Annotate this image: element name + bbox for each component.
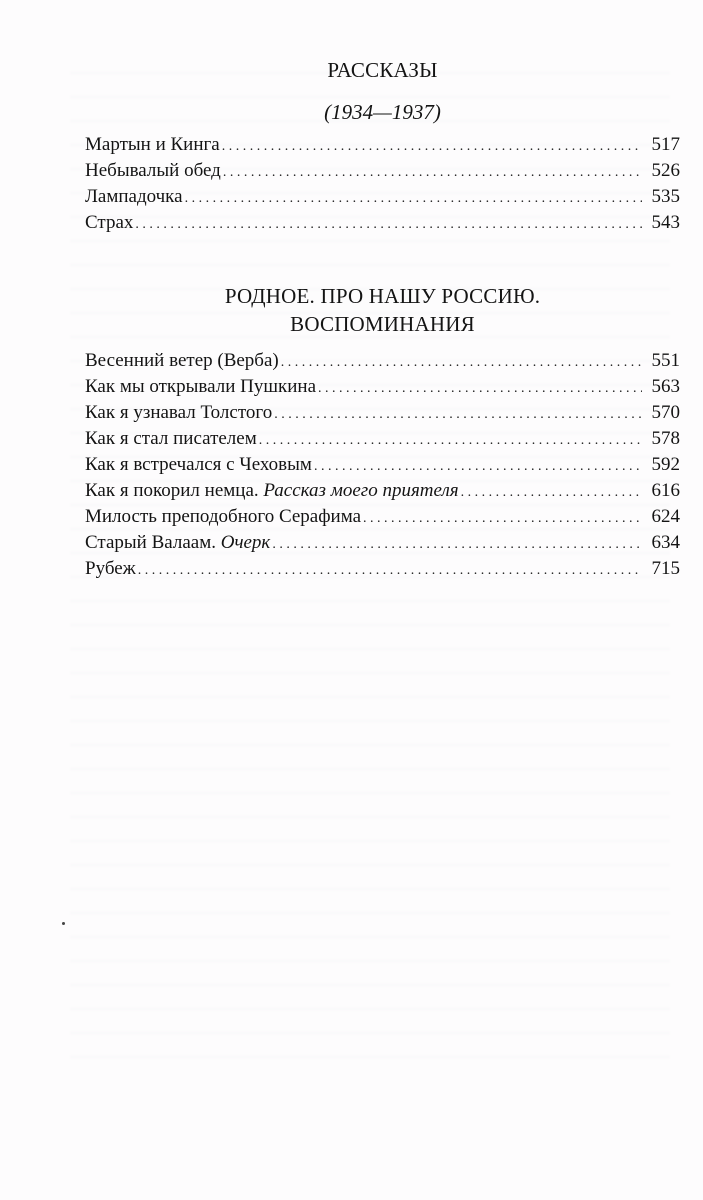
toc-entry-main-title: Как я покорил немца.: [85, 480, 259, 501]
toc-entry-main-title: Старый Валаам.: [85, 532, 216, 553]
toc-entry-title: Как я стал писателем: [85, 428, 257, 449]
dot-leader: [223, 158, 642, 186]
toc-entry-title: Небывалый обед: [85, 160, 221, 181]
toc-entry-title: [85, 478, 459, 504]
toc-entry[interactable]: [85, 348, 680, 374]
dot-leader: [272, 530, 642, 558]
toc-entry-page: 517: [651, 134, 680, 155]
toc-entry-title: Рубеж: [85, 558, 136, 579]
toc-entry-title: Весенний ветер (Верба): [85, 350, 279, 371]
toc-entry-page: 592: [651, 454, 680, 475]
dot-leader: [274, 400, 642, 428]
section-years: (1934—1937): [324, 100, 441, 124]
toc-entry-page: 526: [651, 160, 680, 181]
dot-leader: [135, 210, 642, 238]
toc-entry[interactable]: [85, 400, 680, 426]
toc-entry[interactable]: [85, 504, 680, 530]
toc-entry-page: 570: [651, 402, 680, 423]
toc-entry[interactable]: [85, 556, 680, 582]
toc-entry-title: Мартын и Кинга: [85, 134, 220, 155]
toc-entry-title: Милость преподобного Серафима: [85, 506, 362, 527]
toc-entry-page: 578: [651, 428, 680, 449]
toc-entry-title: [85, 530, 270, 556]
toc-entry-page: 616: [651, 480, 680, 501]
toc-entry-page: 543: [651, 212, 680, 233]
section-rasskazy: [85, 56, 680, 236]
toc-entry[interactable]: [85, 210, 680, 236]
toc-entry[interactable]: [85, 184, 680, 210]
toc-entry-page: 634: [651, 532, 680, 553]
toc-entry-page: 563: [651, 376, 680, 397]
toc-entry[interactable]: [85, 478, 680, 504]
dot-leader: [318, 374, 642, 402]
section-title-line1: РОДНОЕ. ПРО НАШУ РОССИЮ.: [224, 284, 541, 308]
dot-leader: [185, 184, 642, 212]
toc-entry[interactable]: [85, 132, 680, 158]
toc-entry-title: Как я встречался с Чеховым: [85, 454, 312, 475]
toc-entry[interactable]: [85, 158, 680, 184]
dot-leader: [222, 132, 642, 160]
dot-leader: [259, 426, 642, 454]
toc-entry-page: 715: [651, 558, 680, 579]
toc-entry[interactable]: [85, 452, 680, 478]
section-title: [85, 282, 680, 338]
dot-leader: [363, 504, 642, 532]
section-rodnoe: [85, 282, 680, 582]
section-title: РАССКАЗЫ: [327, 58, 438, 82]
dot-leader: [314, 452, 642, 480]
toc-entry-page: 624: [651, 506, 680, 527]
toc-entry-title: Страх: [85, 212, 134, 233]
toc-entry-title: Лампадочка: [85, 186, 183, 207]
dot-leader: [461, 478, 642, 506]
toc-entry-page: 551: [651, 350, 680, 371]
toc-entry-title: Как мы открывали Пушкина: [85, 376, 316, 397]
dot-leader: [138, 556, 642, 584]
dot-leader: [281, 348, 642, 376]
toc-entry[interactable]: [85, 374, 680, 400]
toc-entry[interactable]: [85, 426, 680, 452]
section-title-line2: ВОСПОМИНАНИЯ: [290, 312, 475, 336]
toc-entry-subtitle: Очерк: [220, 532, 271, 553]
print-speck: [62, 922, 65, 925]
toc-entry-subtitle: Рассказ моего приятеля: [263, 480, 459, 501]
toc-entry-page: 535: [651, 186, 680, 207]
toc-entry[interactable]: [85, 530, 680, 556]
toc-entry-title: Как я узнавал Толстого: [85, 402, 273, 423]
